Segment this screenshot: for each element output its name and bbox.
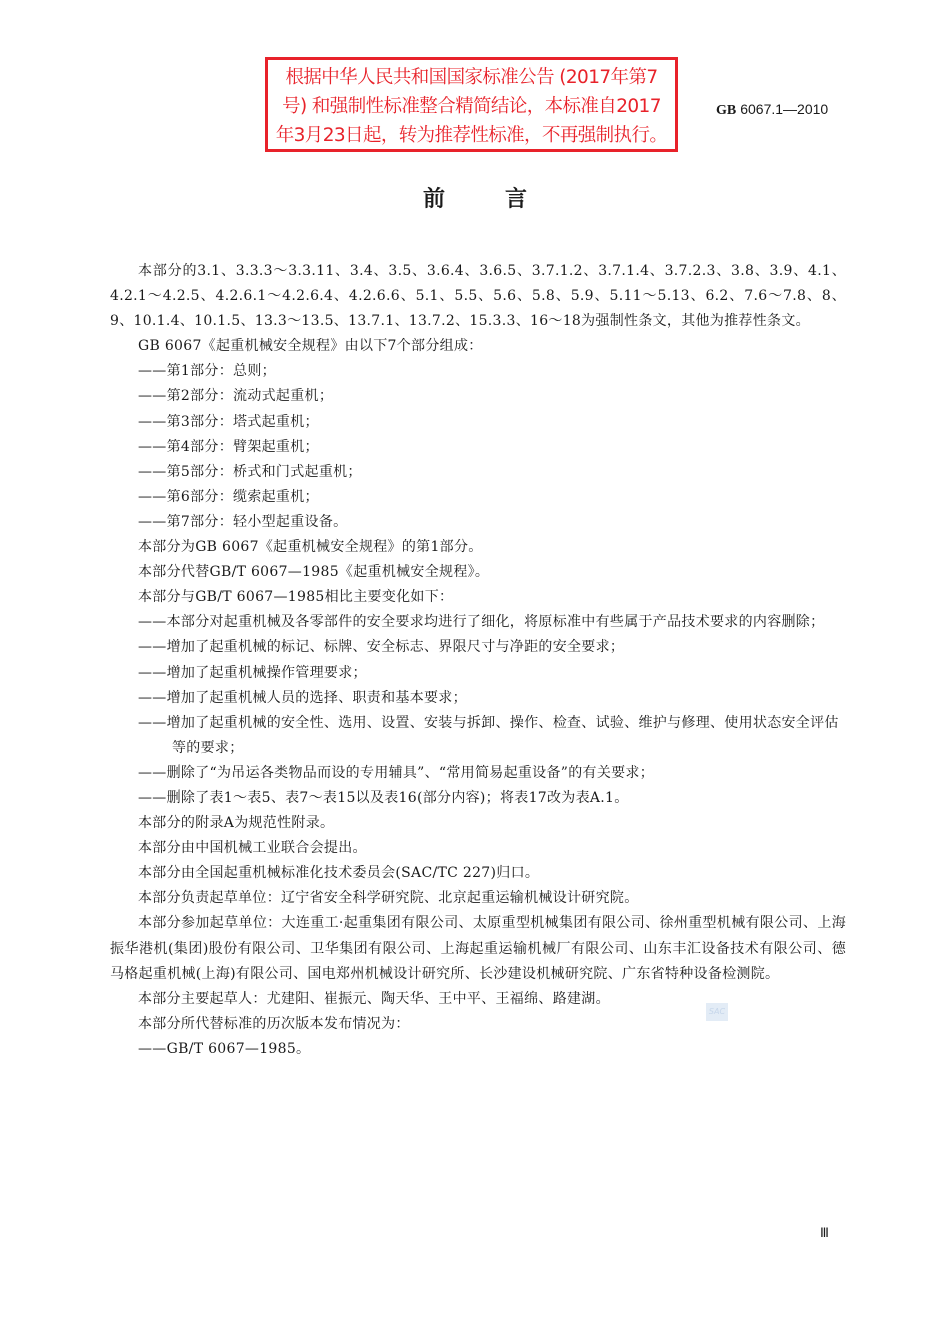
notice-line: 号) 和强制性标准整合精简结论，本标准自2017 — [282, 96, 661, 117]
page-title — [0, 182, 950, 213]
paragraph-parts-intro: GB 6067《起重机械安全规程》由以下7个部分组成： — [138, 338, 483, 355]
dash: —— — [138, 789, 167, 806]
paragraph-participating-units: 本部分参加起草单位：大连重工·起重集团有限公司、太原重型机械集团有限公司、徐州重型机械有限公司、上海振华港机(集团)股份有限公司、卫华集团有限公司、上海起重运输机械厂有限公司、山东丰汇设备技术有限公司、德马格起重机械(上海)有限公司、国电郑州机械设计研究所、长沙建设机械研究院、广东省特种设备检测院。 — [110, 915, 846, 982]
standard-code: 6067.1—2010 — [740, 101, 829, 117]
page-number: Ⅲ — [820, 1225, 829, 1240]
paragraph-history-intro: 本部分所代替标准的历次版本发布情况为： — [138, 1015, 410, 1032]
standard-number — [716, 101, 828, 119]
list-item — [110, 460, 846, 485]
part-label: 第4部分：臂架起重机； — [166, 438, 319, 455]
dash: —— — [138, 438, 167, 455]
change-item — [110, 786, 846, 811]
paragraph: 本部分代替GB/T 6067—1985《起重机械安全规程》。 — [138, 564, 490, 581]
history-item — [110, 1037, 846, 1062]
list-item — [110, 435, 846, 460]
dash: —— — [138, 689, 167, 706]
paragraph-lead-drafters: 本部分负责起草单位：辽宁省安全科学研究院、北京起重运输机械设计研究院。 — [138, 890, 639, 907]
dash: —— — [138, 1040, 167, 1057]
notice-line: 年3月23日起，转为推荐性标准，不再强制执行。 — [275, 125, 668, 146]
dash: —— — [138, 513, 167, 530]
part-label: 第6部分：缆索起重机； — [166, 488, 319, 505]
change-item — [110, 711, 846, 761]
list-item — [110, 384, 846, 409]
title-char: 言 — [505, 187, 528, 212]
change-text: 增加了起重机械人员的选择、职责和基本要求； — [166, 689, 467, 706]
change-text: 增加了起重机械操作管理要求； — [166, 664, 367, 681]
dash: —— — [138, 639, 167, 656]
change-item — [110, 610, 846, 635]
notice-line: 根据中华人民共和国国家标准公告 (2017年第7 — [285, 67, 658, 88]
history-text: GB/T 6067—1985。 — [166, 1040, 311, 1057]
dash: —— — [138, 463, 167, 480]
list-item — [110, 410, 846, 435]
part-label: 第5部分：桥式和门式起重机； — [166, 463, 362, 480]
change-item — [110, 661, 846, 686]
dash: —— — [138, 388, 167, 405]
part-label: 第1部分：总则； — [166, 363, 276, 380]
paragraph: 本部分为GB 6067《起重机械安全规程》的第1部分。 — [138, 539, 483, 556]
paragraph-mandatory-clauses: 本部分的3.1、3.3.3～3.3.11、3.4、3.5、3.6.4、3.6.5、3.7.1.2、3.7.1.4、3.7.2.3、3.8、3.9、4.1、4.2.1～4.2.5、4.2.6.1～4.2.6.4、4.2.6.6、5.1、5.5、5.6、5.8、5.9、5.11～5.13、6.2、7.6～7.8、8、9、10.1.4、10.1.5、13.3～13.5、13.7.1、13.7.2、15.3.3、16～18为强制性条文，其他为推荐性条文。 — [110, 263, 846, 330]
paragraph-committee: 本部分由全国起重机械标准化技术委员会(SAC/TC 227)归口。 — [138, 865, 540, 882]
change-item — [110, 686, 846, 711]
list-item — [110, 485, 846, 510]
part-label: 第7部分：轻小型起重设备。 — [166, 513, 348, 530]
mandatory-status-notice — [265, 57, 678, 152]
list-item — [110, 510, 846, 535]
dash: —— — [138, 614, 167, 631]
list-item — [110, 359, 846, 384]
dash: —— — [138, 764, 167, 781]
title-char: 前 — [422, 187, 445, 212]
change-text: 增加了起重机械的安全性、选用、设置、安装与拆卸、操作、检查、试验、维护与修理、使用状态安全评估等的要求； — [166, 714, 839, 756]
change-item — [110, 635, 846, 660]
part-label: 第2部分：流动式起重机； — [166, 388, 334, 405]
change-text: 本部分对起重机械及各零部件的安全要求均进行了细化，将原标准中有些属于产品技术要求的内容删除； — [166, 614, 825, 631]
standard-prefix: GB — [716, 103, 737, 118]
dash: —— — [138, 488, 167, 505]
dash: —— — [138, 363, 167, 380]
paragraph-proposer: 本部分由中国机械工业联合会提出。 — [138, 840, 367, 857]
paragraph-appendix: 本部分的附录A为规范性附录。 — [138, 815, 335, 832]
dash: —— — [138, 714, 167, 731]
dash: —— — [138, 664, 167, 681]
paragraph-main-drafters: 本部分主要起草人：尤建阳、崔振元、陶天华、王中平、王福绵、路建湖。 — [138, 990, 610, 1007]
dash: —— — [138, 413, 167, 430]
change-item — [110, 761, 846, 786]
change-text: 删除了表1～表5、表7～表15以及表16(部分内容)；将表17改为表A.1。 — [166, 789, 629, 806]
paragraph: 本部分与GB/T 6067—1985相比主要变化如下： — [138, 589, 454, 606]
sac-watermark-icon: SAC — [706, 1003, 728, 1021]
foreword-body — [110, 259, 846, 1062]
part-label: 第3部分：塔式起重机； — [166, 413, 319, 430]
change-text: 增加了起重机械的标记、标牌、安全标志、界限尺寸与净距的安全要求； — [166, 639, 625, 656]
change-text: 删除了“为吊运各类物品而设的专用辅具”、“常用简易起重设备”的有关要求； — [166, 764, 655, 781]
